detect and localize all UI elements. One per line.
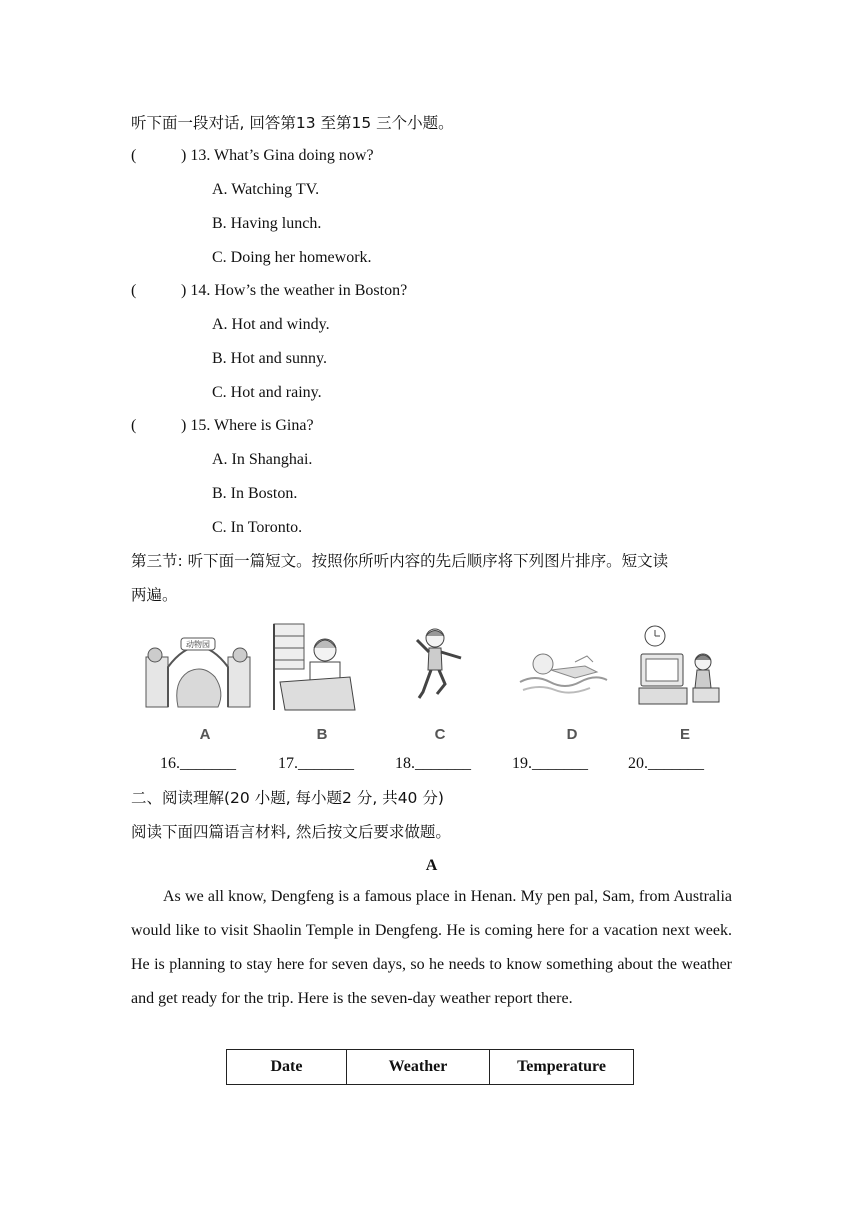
table-header-temperature: Temperature [490,1050,634,1085]
boy-watching-tv-icon [637,622,727,712]
option-15b: B. In Boston. [212,485,298,502]
dog-swimming-icon [515,622,610,712]
boy-jumping-icon [395,622,475,712]
option-15c: C. In Toronto. [212,519,303,536]
question-13: ( ) 13. What’s Gina doing now? [131,147,374,164]
option-13b: B. Having lunch. [212,215,322,232]
option-14b: B. Hot and sunny. [212,350,327,367]
option-14c: C. Hot and rainy. [212,384,322,401]
weather-table [226,1049,634,1085]
option-14a: A. Hot and windy. [212,316,330,333]
answer-blank-20[interactable]: 20._______ [628,755,704,772]
passage-a-paragraph: As we all know, Dengfeng is a famous place in Henan. My pen pal, Sam, from Australia would like to visit Shaolin Temple in Dengfeng. He is coming here for a vacation next week. He is planning to stay here for seven days, so he needs to know something about the weather and get ready for the trip. Here is the seven-day weather report there. [131,888,732,1007]
option-13c: C. Doing her homework. [212,249,372,266]
answer-blank-19[interactable]: 19._______ [512,755,588,772]
zoo-gate-icon [143,622,253,712]
passage-heading: A [425,857,438,874]
answer-blank-17[interactable]: 17._______ [278,755,354,772]
option-13a: A. Watching TV. [212,181,320,198]
answer-blank-18[interactable]: 18._______ [395,755,471,772]
part2-instruction: 阅读下面四篇语言材料, 然后按文后要求做题。 [131,823,451,841]
answer-paren-13[interactable]: ( [131,147,137,164]
picture-label-a: A [199,726,211,743]
section-listen-dialog: 听下面一段对话, 回答第13 至第15 三个小题。 [131,114,454,132]
section3-instruction-line2: 两遍。 [131,586,178,604]
picture-label-e: E [679,726,690,743]
picture-label-c: C [434,726,446,743]
girl-reading-icon [270,622,360,712]
question-15: ( ) 15. Where is Gina? [131,417,314,434]
question-text: 13. What’s Gina doing now? [190,147,374,164]
table-header-weather: Weather [347,1050,490,1085]
answer-paren-14[interactable]: ( [131,282,137,299]
section3-instruction-line1: 第三节: 听下面一篇短文。按照你所听内容的先后顺序将下列图片排序。短文读 [131,552,669,570]
question-14: ( ) 14. How’s the weather in Boston? [131,282,408,299]
picture-row [140,622,740,747]
picture-label-b: B [316,726,328,743]
picture-label-d: D [566,726,578,743]
answer-blank-16[interactable]: 16._______ [160,755,236,772]
zoo-sign-text: 动物园 [186,640,210,649]
passage-a [131,880,732,1016]
table-header-date: Date [227,1050,347,1085]
question-text: 15. Where is Gina? [190,417,314,434]
part2-title: 二、阅读理解(20 小题, 每小题2 分, 共40 分) [131,789,444,807]
answer-paren-15[interactable]: ( [131,417,137,434]
option-15a: A. In Shanghai. [212,451,313,468]
question-text: 14. How’s the weather in Boston? [190,282,408,299]
table-header-row [227,1050,634,1085]
